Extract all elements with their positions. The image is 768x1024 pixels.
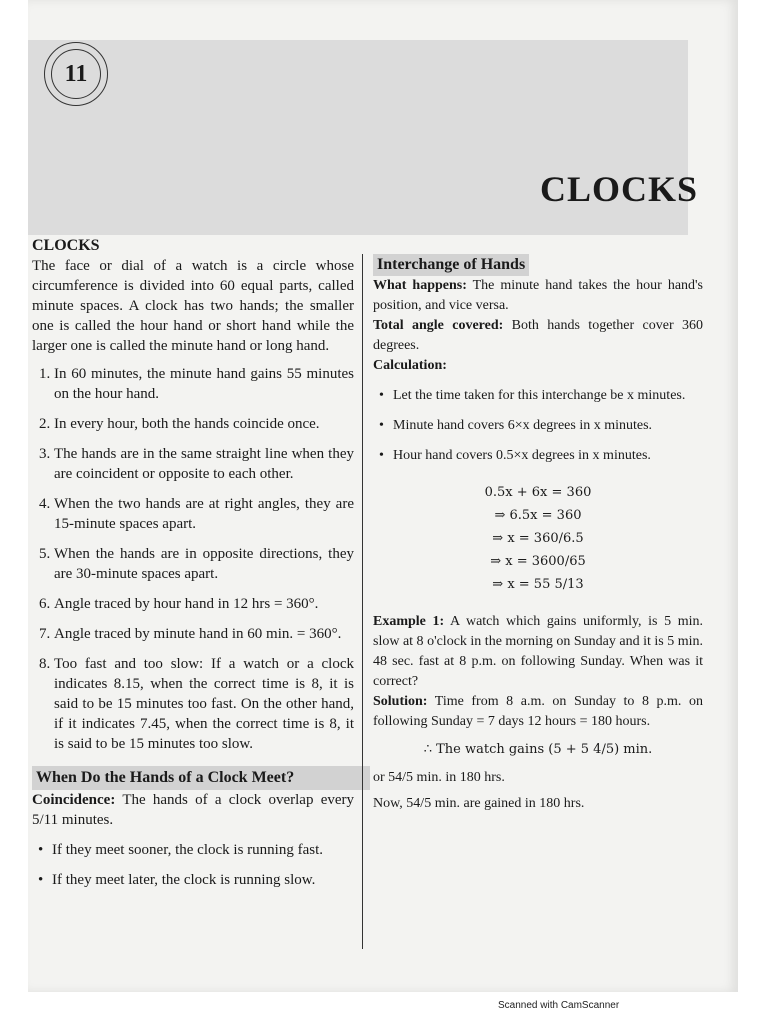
coincidence-fraction: 5/11 minutes. [32, 812, 114, 828]
rule-item: 8. Too fast and too slow: If a watch or a clock indicates 8.15, when the correct time is 8, it is said to be 15 minutes too fast. On the other hand, if it indicates 7.45, when the correct time is 8, it is said to be 15 minutes too slow. [54, 654, 354, 754]
rules-list [32, 364, 354, 754]
scanner-watermark: Scanned with CamScanner [498, 1000, 620, 1011]
intro-paragraph: The face or dial of a watch is a circle whose circumference is divided into 60 equal parts, called minute spaces. A clock has two hands; the smaller one is called the hour hand or short hand while the larger one is called the minute hand or long hand. [32, 258, 354, 354]
equation-line: ⇒ x = 3600/65 [490, 554, 586, 569]
coincidence-paragraph [32, 790, 354, 830]
chapter-title: CLOCKS [540, 169, 699, 209]
chapter-number: 11 [51, 49, 101, 99]
calculation-label: Calculation: [373, 358, 447, 373]
right-column [373, 254, 703, 814]
solution-label: Solution: [373, 694, 428, 709]
what-text: The minute hand takes the hour hand's position, and vice versa. [373, 278, 703, 313]
coincidence-text: The hands of a clock overlap every [122, 792, 354, 808]
total-angle-paragraph [373, 316, 703, 356]
total-label: Total angle covered: [373, 318, 504, 333]
equation-line: ⇒ x = 55 5/13 [492, 577, 584, 592]
rule-item: 3. The hands are in the same straight line when they are coincident or opposite to each other. [54, 444, 354, 484]
chapter-number-badge [44, 42, 108, 106]
left-column [32, 236, 354, 890]
equation-line: ⇒ x = 360/6.5 [492, 531, 584, 546]
example-label: Example 1: [373, 614, 445, 629]
meet-bullet: • If they meet sooner, the clock is running fast. [52, 840, 354, 860]
rule-item: 2. In every hour, both the hands coincide once. [54, 414, 354, 434]
calc-bullet: • Hour hand covers 0.5×x degrees in x minutes. [393, 446, 703, 466]
rule-item: 1. In 60 minutes, the minute hand gains 55 minutes on the hour hand. [54, 364, 354, 404]
book-page [28, 0, 738, 992]
rule-item: 5. When the hands are in opposite directions, they are 30-minute spaces apart. [54, 544, 354, 584]
example-text: A watch which gains uniformly, is 5 min. slow at 8 o'clock in the morning on Sunday and it is 5 min. 48 sec. fast at 8 p.m. on following Sunday. When was it correct? [373, 614, 704, 689]
meet-heading-band [32, 766, 370, 790]
rule-item: 6. Angle traced by hour hand in 12 hrs = 360°. [54, 594, 354, 614]
solution-paragraph [373, 692, 703, 732]
interchange-heading-band [373, 254, 529, 276]
total-text: Both hands together cover 360 degrees. [373, 318, 704, 353]
section-heading-clocks: CLOCKS [32, 237, 100, 254]
meet-heading: When Do the Hands of a Clock Meet? [36, 769, 295, 786]
rule-item: 4. When the two hands are at right angles, they are 15-minute spaces apart. [54, 494, 354, 534]
or-line: or 54/5 min. in 180 hrs. [373, 770, 505, 785]
meet-bullet: • If they meet later, the clock is running slow. [52, 870, 354, 890]
solution-text: Time from 8 a.m. on Sunday to 8 p.m. on following Sunday = 7 days 12 hours = 180 hours. [373, 694, 703, 729]
what-happens-paragraph [373, 276, 703, 316]
example-paragraph [373, 612, 703, 692]
calc-bullet: • Let the time taken for this interchange be x minutes. [393, 386, 703, 406]
gain-line: ∴ The watch gains (5 + 5 4/5) min. [423, 742, 653, 757]
coincidence-label: Coincidence: [32, 792, 116, 808]
interchange-heading: Interchange of Hands [377, 256, 526, 273]
calc-bullet: • Minute hand covers 6×x degrees in x minutes. [393, 416, 703, 436]
equation-line: ⇒ 6.5x = 360 [494, 508, 582, 523]
column-divider [362, 254, 363, 949]
equation-line: 0.5x + 6x = 360 [484, 485, 592, 500]
rule-item: 7. Angle traced by minute hand in 60 min. = 360°. [54, 624, 354, 644]
what-label: What happens: [373, 278, 467, 293]
now-line: Now, 54/5 min. are gained in 180 hrs. [373, 796, 585, 811]
